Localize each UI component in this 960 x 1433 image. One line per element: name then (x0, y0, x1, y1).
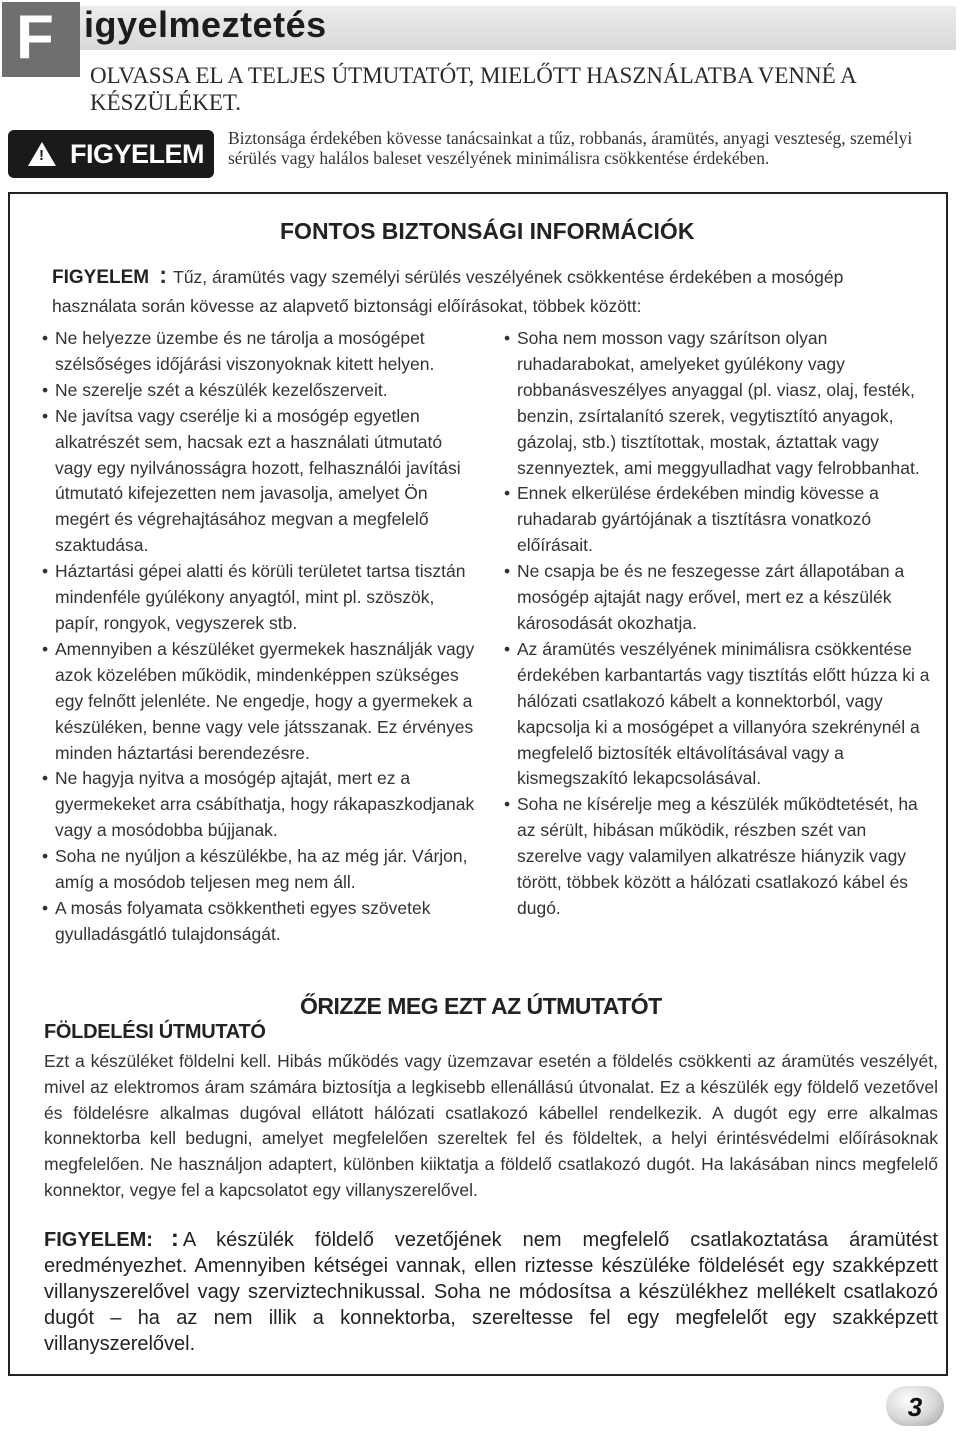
list-item (40, 326, 480, 378)
list-item-text: Ennek elkerülése érdekében mindig kövesse a ruhadarab gyártójának a tisztításra vonatkozó előírásait. (517, 483, 879, 556)
list-item (40, 896, 480, 948)
safety-list-left (40, 326, 480, 948)
page-number: 3 (886, 1386, 944, 1426)
warning-label: FIGYELEM (70, 138, 205, 169)
keep-manual-heading: ŐRIZZE MEG EZT AZ ÚTMUTATÓT (300, 993, 662, 1019)
bullet-mark: • (42, 405, 49, 426)
list-item (40, 766, 480, 844)
read-manual-notice: OLVASSA EL A TELJES ÚTMUTATÓT, MIELŐTT HASZNÁLATBA VENNÉ A KÉSZÜLÉKET. (90, 63, 856, 115)
bullet-mark: • (504, 483, 511, 504)
list-item (502, 792, 932, 922)
safety-intro-text: Tűz, áramütés vagy személyi sérülés veszélyének csökkentése érdekében a mosógép használata során kövesse az alapvető biztonsági előírásokat, többek között: (52, 267, 844, 316)
bullet-mark: • (42, 561, 49, 582)
list-item (40, 637, 480, 767)
list-item (502, 637, 932, 792)
warning-triangle-mark: ! (39, 147, 44, 164)
caution-lead: FIGYELEM: (44, 1229, 153, 1251)
safety-list-right (502, 326, 932, 922)
warning-text: Biztonsága érdekében kövesse tanácsainkat a tűz, robbanás, áramütés, anyagi veszteség, személyi sérülés vagy halálos baleset veszélyének minimálisra csökkentése érdekében. (228, 128, 913, 168)
page-number-badge (872, 1384, 952, 1428)
bullet-mark: • (504, 328, 511, 348)
grounding-text: Ezt a készüléket földelni kell. Hibás működés vagy üzemzavar esetén a földelés csökkenti az áramütés veszélyét, mivel az elektromos áram számára biztosítja a legkisebb ellenállású útvonalat. Ez a készülék egy földelő vezetővel és földelésre alkalmas dugóval ellátott hálózati csatlakozó kábellel rendelkezik. A dugót egy erre alkalmas konnektorba kell bedugni, amelyet megfelelően szereltek fel és földeltek, a helyi érintésvédelmi előírásoknak megfelelően. Ne használjon adaptert, különben kiiktatja a földelő csatlakozó dugót. Ha lakásában nincs megfelelő konnektor, vegye fel a kapcsolatot egy villanyszerelővel. (44, 1051, 938, 1200)
list-item-text: Ne hagyja nyitva a mosógép ajtaját, mert ez a gyermekeket arra csábíthatja, hogy rákapaszkodjanak vagy a mosódobba bújjanak. (55, 768, 475, 841)
list-item-text: Soha nem mosson vagy szárítson olyan ruhadarabokat, amelyeket gyúlékony vagy robbanásveszélyes anyaggal (pl. viasz, olaj, festék, benzin, zsírtalanító szerek, vegytisztító anyagok, gázolaj, stb.) tisztítottak, mostak, áztattak vagy szennyeztek, ami meggyulladhat vagy felrobbanhat. (517, 328, 920, 478)
bullet-mark: • (42, 897, 49, 918)
bullet-mark: • (42, 846, 49, 867)
bullet-mark: • (42, 328, 49, 348)
list-item-text: Háztartási gépei alatti és körüli területet tartsa tisztán mindenféle gyúlékony anyagtól, mint pl. szöszök, papír, rongyok, vegyszerek stb. (55, 561, 466, 633)
grounding-caution (44, 1226, 938, 1357)
safety-intro-lead: FIGYELEM (52, 267, 150, 288)
list-item (40, 844, 480, 896)
list-item-text: Soha ne kísérelje meg a készülék működtetését, ha az sérült, hibásan működik, részben szét van szerelve vagy valamilyen alkatrésze hiányzik vagy törött, többek között a hálózati csatlakozó kábel és dugó. (517, 794, 918, 918)
list-item-text: Ne csapja be és ne feszegesse zárt állapotában a mosógép ajtaját nagy erővel, mert ez a készülék károsodását okozhatja. (517, 561, 905, 633)
grounding-title: FÖLDELÉSI ÚTMUTATÓ (44, 1021, 266, 1043)
list-item-text: Amennyiben a készüléket gyermekek használják vagy azok közelében működik, mindenképpen szükséges egy felnőtt jelenléte. Ne engedje, hogy a gyermekek a készüléken, benne vagy vele játsszanak. Ez érvényes minden háztartási berendezésre. (55, 638, 475, 763)
bullet-mark: • (504, 794, 511, 815)
page-title: igyelmeztetés (84, 4, 327, 45)
list-item (502, 481, 932, 559)
list-item (40, 404, 480, 559)
safety-intro (52, 262, 922, 320)
list-item-text: A mosás folyamata csökkentheti egyes szövetek gyulladásgátló tulajdonságát. (55, 897, 431, 944)
list-item-text: Ne szerelje szét a készülék kezelőszerveit. (55, 379, 388, 400)
bullet-mark: • (42, 768, 49, 789)
caution-colon: : (170, 1225, 179, 1252)
list-item (40, 559, 480, 637)
warning-badge (8, 130, 214, 178)
bullet-mark: • (42, 638, 49, 659)
bullet-mark: • (504, 638, 511, 659)
bullet-mark: • (504, 561, 511, 582)
list-item-text: Ne javítsa vagy cserélje ki a mosógép egyetlen alkatrészét sem, hacsak ezt a használati útmutató vagy egy nyilvánosságra hozott, felhasználói javítási útmutató kifejezetten nem javasolja, amelyet Ön megért és végrehajtásához megvan a megfelelő szaktudása. (55, 405, 461, 556)
safety-intro-colon: : (159, 262, 168, 289)
bullet-mark: • (42, 379, 49, 400)
safety-title: FONTOS BIZTONSÁGI INFORMÁCIÓK (280, 218, 695, 244)
list-item-text: Soha ne nyúljon a készülékbe, ha az még jár. Várjon, amíg a mosódob teljesen meg nem áll. (55, 846, 468, 893)
list-item (502, 326, 932, 481)
list-item (40, 378, 480, 404)
warning-triangle-icon (28, 142, 56, 166)
list-item-text: Ne helyezze üzembe és ne tárolja a mosógépet szélsőséges időjárási viszonyoknak kitett helyen. (55, 328, 435, 374)
chapter-initial: F (2, 2, 80, 77)
list-item (502, 559, 932, 637)
caution-text: A készülék földelő vezetőjének nem megfelelő csatlakoztatása áramütést eredményezhet. Amennyiben kétségei vannak, ellen riztesse készüléke földelését egy szakképzett villanyszerelővel vagy szerviztechnikussal. Soha ne módosítsa a készülékhez mellékelt csatlakozó dugót – ha az nem illik a konnektorba, szereltesse fel egy megfelelőt egy szakképzett villanyszerelővel. (44, 1229, 938, 1355)
list-item-text: Az áramütés veszélyének minimálisra csökkentése érdekében karbantartás vagy tisztítás előtt húzza ki a hálózati csatlakozó kábelt a konnektorból, vagy kapcsolja ki a mosógépet a villanyóra szekrénynél a megfelelő biztosíték eltávolításával vagy a kismegszakító lekapcsolásával. (517, 638, 930, 789)
